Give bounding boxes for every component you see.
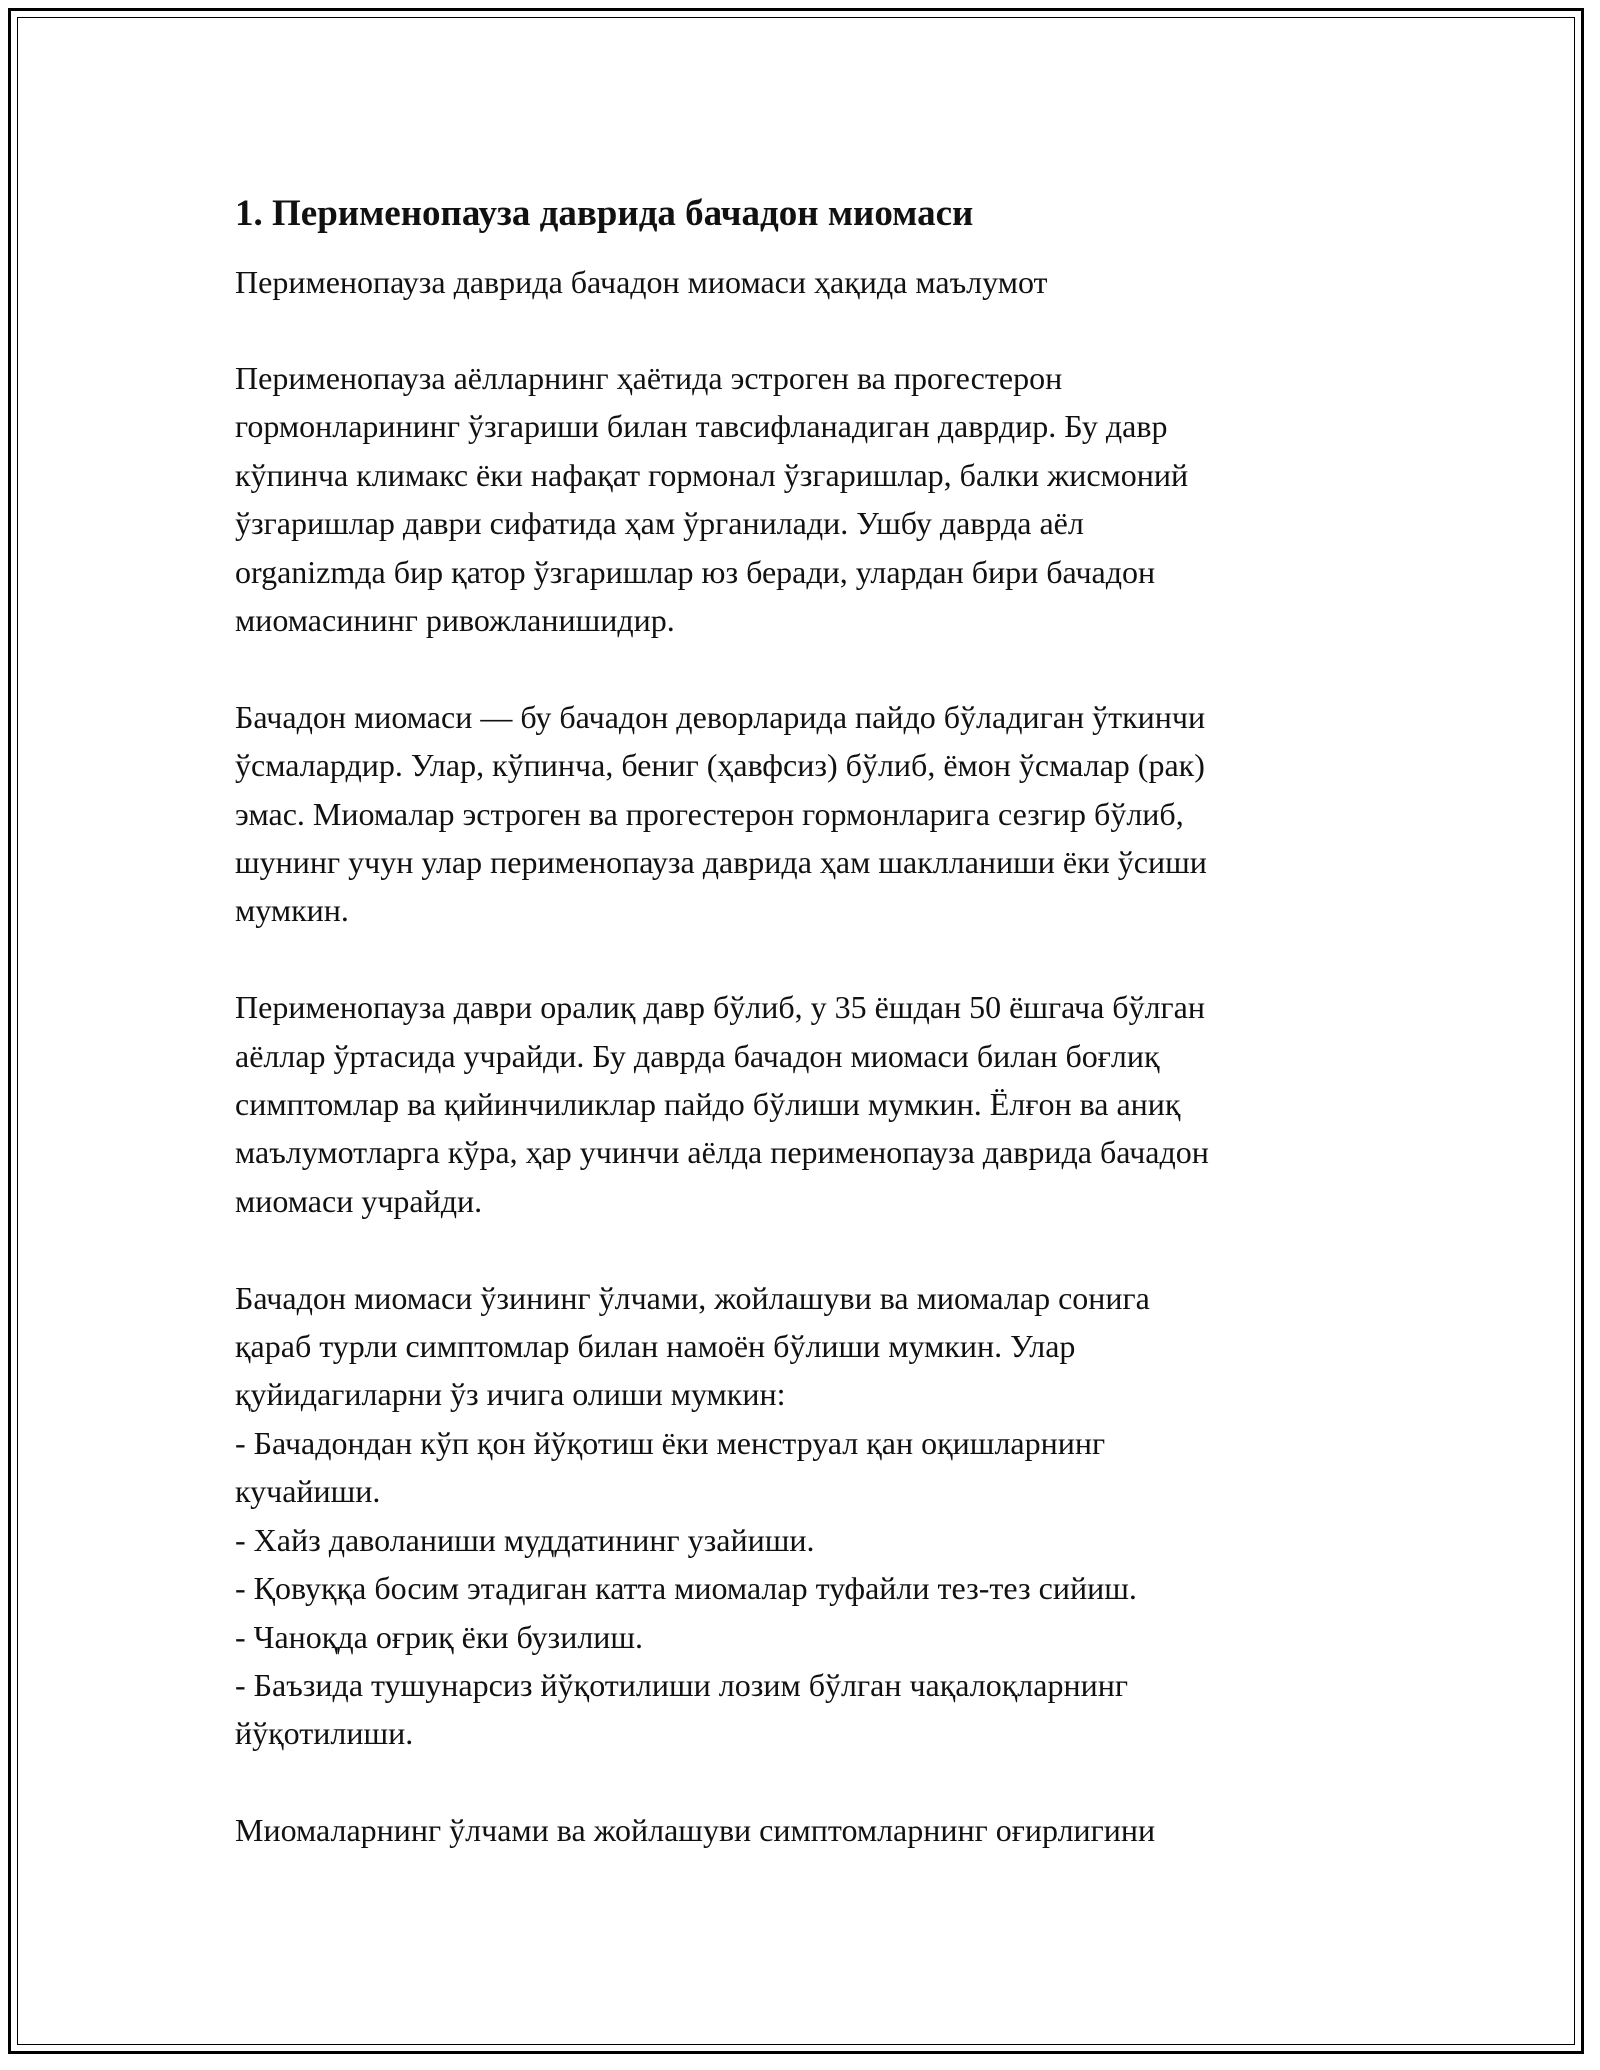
text-line: йўқотилиши.	[235, 1715, 414, 1752]
list-item: - Баъзида тушунарсиз йўқотилиши лозим бўлган чақалоқларнинг	[235, 1666, 1128, 1703]
text-line: симптомлар ва қийинчиликлар пайдо бўлиши мумкин. Ёлғон ва аниқ	[235, 1086, 1181, 1123]
paragraph	[235, 693, 1375, 935]
text-line: миомаси учрайди.	[235, 1182, 483, 1219]
text-line: Перименопауза даври оралиқ давр бўлиб, у 35 ёшдан 50 ёшгача бўлган	[235, 989, 1205, 1026]
text-line: маълумотларга кўра, ҳар учинчи аёлда перименопауза даврида бачадон	[235, 1134, 1209, 1171]
text-line: қараб турли симптомлар билан намоён бўлиши мумкин. Улар	[235, 1328, 1076, 1365]
text-line: Бачадон миомаси — бу бачадон деворларида пайдо бўладиган ўткинчи	[235, 698, 1206, 735]
text-line: ўсмалардир. Улар, кўпинча, бениг (ҳавфсиз) бўлиб, ёмон ўсмалар (рак)	[235, 747, 1205, 784]
text-line: кучайиши.	[235, 1473, 381, 1510]
text-line: Перименопауза аёлларнинг ҳаётида эстроген ва прогестерон	[235, 360, 1063, 396]
text-line: organizmда бир қатор ўзгаришлар юз беради, улардан бири бачадон	[235, 553, 1156, 590]
text-line: эмас. Миомалар эстроген ва прогестерон гормонларига сезгир бўлиб,	[235, 795, 1184, 832]
text-line: Миомаларнинг ўлчами ва жойлашуви симптомларнинг оғирлигини	[235, 1812, 1156, 1849]
document-body	[235, 188, 1375, 1903]
list-item: - Хайз даволаниши муддатининг узайиши.	[235, 1521, 815, 1558]
text-line: аёллар ўртасида учрайди. Бу даврда бачадон миомаси билан боғлиқ	[235, 1037, 1160, 1074]
text-line: кўпинча климакс ёки нафақат гормонал ўзгаришлар, балки жисмоний	[235, 456, 1189, 493]
document-subtitle: Перименопауза даврида бачадон миомаси ҳақида маълумот	[235, 264, 1048, 300]
list-item: - Бачадондан кўп қон йўқотиш ёки менструал қан оқишларнинг	[235, 1424, 1106, 1461]
text-line: ўзгаришлар даври сифатида ҳам ўрганилади. Ушбу даврда аёл	[235, 505, 1084, 542]
paragraph	[235, 1806, 1375, 1854]
paragraph	[235, 983, 1375, 1225]
text-line: миомасининг ривожланишидир.	[235, 602, 675, 639]
text-line: мумкин.	[235, 892, 349, 929]
text-line: қуйидагиларни ўз ичига олиши мумкин:	[235, 1376, 786, 1413]
list-item: - Чаноқда оғриқ ёки бузилиш.	[235, 1618, 644, 1655]
paragraph	[235, 354, 1375, 644]
paragraph-symptoms	[235, 1274, 1375, 1758]
text-line: гормонларининг ўзгариши билан тавсифланадиган даврдир. Бу давр	[235, 408, 1168, 445]
text-line: шунинг учун улар перименопауза даврида ҳам шаклланиши ёки ўсиши	[235, 844, 1207, 881]
list-item: - Қовуққа босим этадиган катта миомалар туфайли тез-тез сийиш.	[235, 1570, 1137, 1607]
document-title: 1. Перименопауза даврида бачадон миомаси	[235, 193, 974, 234]
text-line: Бачадон миомаси ўзининг ўлчами, жойлашуви ва миомалар сонига	[235, 1279, 1150, 1316]
